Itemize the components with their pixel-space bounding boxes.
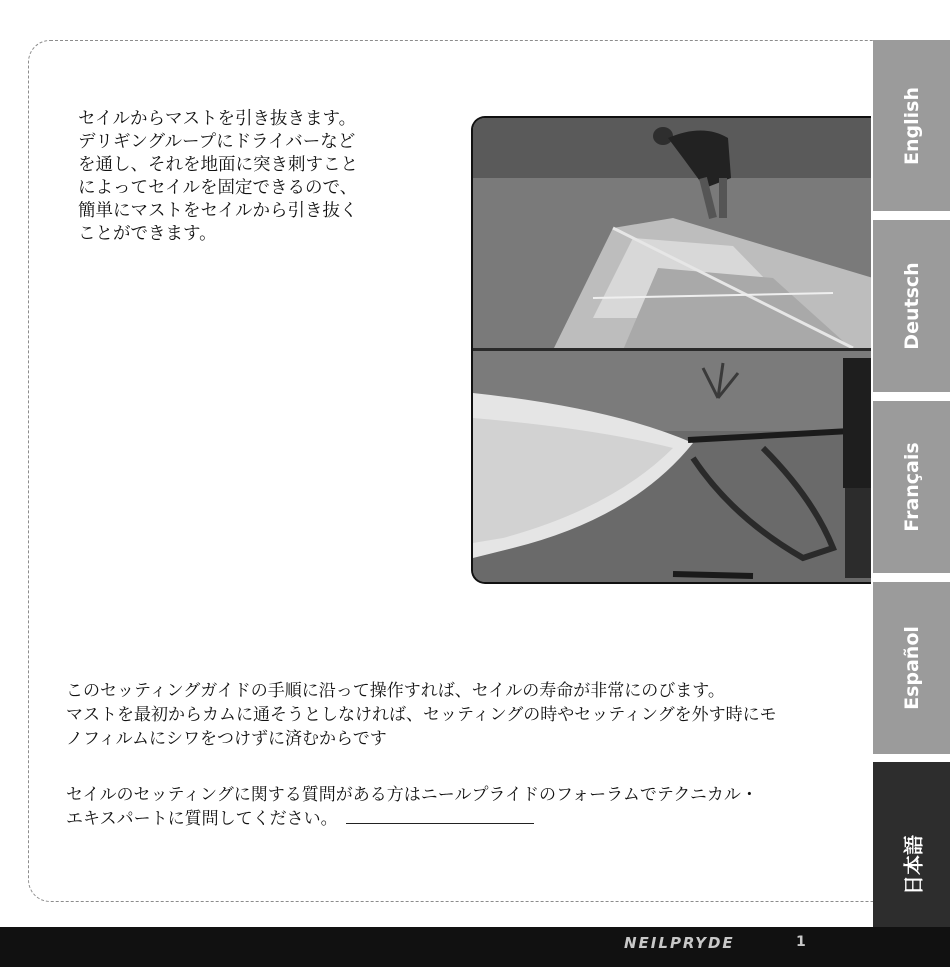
paragraph-line: ノフィルムにシワをつけずに済むからです xyxy=(66,729,387,749)
footer-bar xyxy=(0,927,950,967)
tab-label: English xyxy=(900,86,923,165)
tab-deutsch[interactable] xyxy=(873,220,950,392)
tab-espanol[interactable] xyxy=(873,582,950,754)
intro-text xyxy=(78,108,408,246)
intro-line: を通し、それを地面に突き刺すこと xyxy=(78,155,358,175)
page-number: 1 xyxy=(796,934,806,950)
brand-logo: NEILPRYDE xyxy=(624,934,735,952)
tab-label: Español xyxy=(900,626,923,710)
intro-line: ことができます。 xyxy=(78,224,217,244)
tab-label: Français xyxy=(900,442,923,532)
paragraph-line: エキスパートに質問してください。 xyxy=(66,809,338,829)
underline-blank xyxy=(346,807,534,824)
paragraph-line: このセッティングガイドの手順に沿って操作すれば、セイルの寿命が非常にのびます。 xyxy=(66,681,725,701)
tab-francais[interactable] xyxy=(873,401,950,573)
setup-guide-paragraph xyxy=(66,679,866,751)
tab-label: Deutsch xyxy=(900,262,923,350)
paragraph-line: セイルのセッティングに関する質問がある方はニールプライドのフォーラムでテクニカル・ xyxy=(66,785,758,805)
derigging-photo xyxy=(471,116,871,584)
paragraph-line: マストを最初からカムに通そうとしなければ、セッティングの時やセッティングを外す時にモ xyxy=(66,705,777,725)
intro-line: デリギングループにドライバーなど xyxy=(78,132,356,152)
forum-paragraph xyxy=(66,783,866,831)
intro-line: セイルからマストを引き抜きます。 xyxy=(78,109,357,129)
language-tabs xyxy=(873,40,950,967)
intro-line: によってセイルを固定できるので、 xyxy=(78,178,358,198)
intro-line: 簡単にマストをセイルから引き抜く xyxy=(78,201,358,221)
tab-english[interactable] xyxy=(873,40,950,211)
tab-label: 日本語 xyxy=(901,834,925,895)
